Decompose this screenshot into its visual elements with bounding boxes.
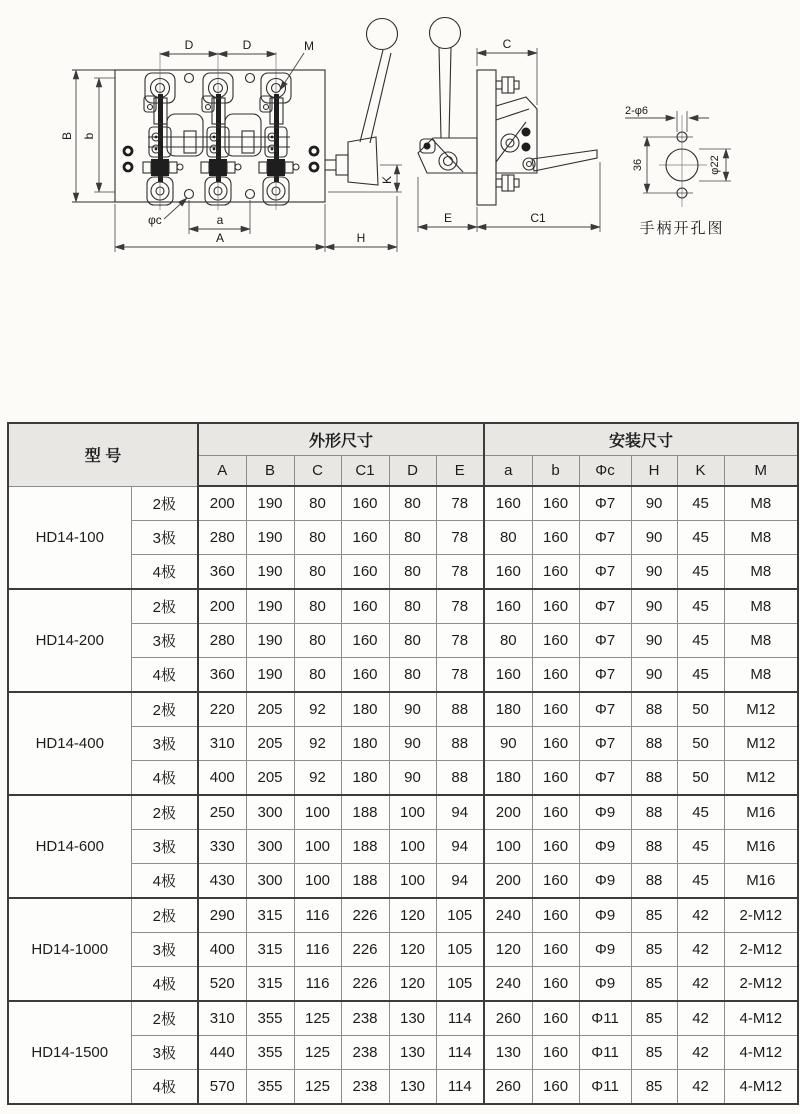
value-cell: 45 <box>677 486 724 521</box>
value-cell: 80 <box>294 521 341 555</box>
value-cell: Φ7 <box>579 761 631 796</box>
handle-side <box>430 18 461 139</box>
value-cell: 90 <box>389 692 436 727</box>
value-cell: 100 <box>294 795 341 830</box>
value-cell: 88 <box>631 864 677 899</box>
value-cell: 90 <box>631 486 677 521</box>
value-cell: 160 <box>341 589 389 624</box>
model-cell: HD14-200 <box>8 589 131 692</box>
dim-label-B: B <box>60 131 74 141</box>
value-cell: 90 <box>631 589 677 624</box>
poles-cell: 2极 <box>131 1001 198 1036</box>
value-cell: 160 <box>532 967 579 1002</box>
value-cell: 78 <box>436 589 484 624</box>
value-cell: 238 <box>341 1070 389 1105</box>
value-cell: 42 <box>677 1036 724 1070</box>
value-cell: 200 <box>484 795 532 830</box>
col-header-E: E <box>436 456 484 487</box>
col-header-M: M <box>724 456 798 487</box>
side-view-drawing <box>405 10 620 240</box>
value-cell: 45 <box>677 658 724 693</box>
value-cell: 94 <box>436 864 484 899</box>
value-cell: 85 <box>631 967 677 1002</box>
value-cell: 160 <box>532 555 579 590</box>
value-cell: 355 <box>246 1001 294 1036</box>
value-cell: 90 <box>389 761 436 796</box>
value-cell: 45 <box>677 521 724 555</box>
col-header-b: b <box>532 456 579 487</box>
value-cell: 88 <box>631 761 677 796</box>
value-cell: 42 <box>677 967 724 1002</box>
poles-cell: 4极 <box>131 555 198 590</box>
value-cell: 85 <box>631 898 677 933</box>
value-cell: 160 <box>341 658 389 693</box>
pole-assembly-3 <box>259 52 299 210</box>
value-cell: 330 <box>198 830 246 864</box>
value-cell: 440 <box>198 1036 246 1070</box>
dim-label-C: C <box>502 37 512 51</box>
value-cell: 190 <box>246 486 294 521</box>
value-cell: 100 <box>389 795 436 830</box>
value-cell: 160 <box>532 898 579 933</box>
col-header-A: A <box>198 456 246 487</box>
table-row <box>8 692 798 727</box>
header-outline-dims: 外形尺寸 <box>198 423 484 456</box>
value-cell: 120 <box>389 898 436 933</box>
value-cell: 80 <box>294 486 341 521</box>
value-cell: 4-M12 <box>724 1001 798 1036</box>
value-cell: M16 <box>724 830 798 864</box>
value-cell: 180 <box>341 761 389 796</box>
value-cell: M8 <box>724 589 798 624</box>
value-cell: 125 <box>294 1070 341 1105</box>
poles-cell: 3极 <box>131 727 198 761</box>
value-cell: 238 <box>341 1036 389 1070</box>
value-cell: Φ11 <box>579 1001 631 1036</box>
value-cell: 88 <box>436 692 484 727</box>
dim-label-phi22: φ22 <box>709 155 721 175</box>
value-cell: 88 <box>631 727 677 761</box>
value-cell: 42 <box>677 1001 724 1036</box>
poles-cell: 4极 <box>131 658 198 693</box>
value-cell: Φ9 <box>579 933 631 967</box>
value-cell: 300 <box>246 830 294 864</box>
value-cell: 100 <box>294 864 341 899</box>
poles-cell: 4极 <box>131 1070 198 1105</box>
value-cell: M8 <box>724 521 798 555</box>
value-cell: 2-M12 <box>724 967 798 1002</box>
dim-label-E: E <box>443 211 453 225</box>
value-cell: 80 <box>389 624 436 658</box>
handle-front <box>325 19 398 186</box>
value-cell: Φ7 <box>579 521 631 555</box>
value-cell: 85 <box>631 933 677 967</box>
table-row <box>8 486 798 521</box>
col-header-H: H <box>631 456 677 487</box>
value-cell: 180 <box>341 692 389 727</box>
value-cell: 92 <box>294 727 341 761</box>
value-cell: 238 <box>341 1001 389 1036</box>
drill-diagram-caption: 手柄开孔图 <box>639 220 725 237</box>
poles-cell: 3极 <box>131 830 198 864</box>
value-cell: 100 <box>389 830 436 864</box>
dim-label-b: b <box>82 132 96 140</box>
value-cell: 280 <box>198 624 246 658</box>
value-cell: 80 <box>294 589 341 624</box>
value-cell: 160 <box>341 624 389 658</box>
value-cell: 520 <box>198 967 246 1002</box>
value-cell: 50 <box>677 692 724 727</box>
value-cell: M12 <box>724 727 798 761</box>
value-cell: 220 <box>198 692 246 727</box>
value-cell: 240 <box>484 967 532 1002</box>
value-cell: 116 <box>294 898 341 933</box>
value-cell: 45 <box>677 830 724 864</box>
handle-ball-side <box>430 18 461 49</box>
col-header-C1: C1 <box>341 456 389 487</box>
value-cell: 50 <box>677 761 724 796</box>
col-header-phi-c: Φc <box>579 456 631 487</box>
dim-label-A: A <box>215 231 225 245</box>
header-model: 型 号 <box>8 423 198 486</box>
value-cell: 180 <box>484 761 532 796</box>
value-cell: 280 <box>198 521 246 555</box>
dimension-table <box>7 422 799 1105</box>
poles-cell: 4极 <box>131 761 198 796</box>
value-cell: Φ9 <box>579 967 631 1002</box>
mounting-plate <box>477 70 496 205</box>
value-cell: 80 <box>389 486 436 521</box>
value-cell: 190 <box>246 521 294 555</box>
value-cell: 190 <box>246 658 294 693</box>
value-cell: 160 <box>532 692 579 727</box>
switch-body-side <box>496 97 597 173</box>
model-cell: HD14-400 <box>8 692 131 795</box>
value-cell: 2-M12 <box>724 933 798 967</box>
table-row <box>8 795 798 830</box>
value-cell: M8 <box>724 624 798 658</box>
value-cell: 42 <box>677 933 724 967</box>
value-cell: 125 <box>294 1036 341 1070</box>
dim-label-d1: D <box>184 38 194 52</box>
poles-cell: 3极 <box>131 933 198 967</box>
value-cell: Φ7 <box>579 658 631 693</box>
value-cell: 400 <box>198 933 246 967</box>
model-cell: HD14-1000 <box>8 898 131 1001</box>
col-header-D: D <box>389 456 436 487</box>
dim-label-36: 36 <box>632 158 644 172</box>
dim-label-m: M <box>304 39 314 53</box>
value-cell: 360 <box>198 658 246 693</box>
value-cell: 160 <box>532 589 579 624</box>
value-cell: Φ9 <box>579 864 631 899</box>
value-cell: Φ7 <box>579 555 631 590</box>
dim-label-K: K <box>380 175 394 185</box>
value-cell: 180 <box>484 692 532 727</box>
value-cell: 355 <box>246 1070 294 1105</box>
value-cell: 130 <box>389 1001 436 1036</box>
operating-mechanism <box>418 138 477 173</box>
value-cell: 160 <box>532 864 579 899</box>
model-cell: HD14-100 <box>8 486 131 589</box>
value-cell: 205 <box>246 692 294 727</box>
value-cell: 400 <box>198 761 246 796</box>
value-cell: 160 <box>532 830 579 864</box>
table-row <box>8 1001 798 1036</box>
poles-cell: 2极 <box>131 589 198 624</box>
value-cell: 360 <box>198 555 246 590</box>
value-cell: Φ7 <box>579 727 631 761</box>
value-cell: 120 <box>389 933 436 967</box>
value-cell: 90 <box>631 555 677 590</box>
dim-label-H: H <box>356 231 366 245</box>
value-cell: Φ7 <box>579 589 631 624</box>
value-cell: 100 <box>294 830 341 864</box>
value-cell: 125 <box>294 1001 341 1036</box>
value-cell: 50 <box>677 727 724 761</box>
value-cell: 114 <box>436 1001 484 1036</box>
pole-assembly-2 <box>201 52 241 210</box>
value-cell: 240 <box>484 898 532 933</box>
value-cell: 160 <box>484 486 532 521</box>
value-cell: 88 <box>436 761 484 796</box>
value-cell: 85 <box>631 1001 677 1036</box>
drill-diagram <box>615 85 795 245</box>
value-cell: 4-M12 <box>724 1070 798 1105</box>
value-cell: 315 <box>246 967 294 1002</box>
poles-cell: 2极 <box>131 898 198 933</box>
value-cell: 355 <box>246 1036 294 1070</box>
value-cell: 205 <box>246 727 294 761</box>
col-header-a: a <box>484 456 532 487</box>
value-cell: 160 <box>341 555 389 590</box>
value-cell: 130 <box>389 1036 436 1070</box>
value-cell: 78 <box>436 658 484 693</box>
value-cell: 190 <box>246 589 294 624</box>
value-cell: 92 <box>294 761 341 796</box>
value-cell: 160 <box>484 555 532 590</box>
value-cell: M12 <box>724 692 798 727</box>
value-cell: M8 <box>724 486 798 521</box>
value-cell: Φ7 <box>579 692 631 727</box>
value-cell: 205 <box>246 761 294 796</box>
value-cell: 160 <box>532 486 579 521</box>
value-cell: 45 <box>677 864 724 899</box>
value-cell: Φ7 <box>579 624 631 658</box>
value-cell: 160 <box>532 1070 579 1105</box>
value-cell: 88 <box>631 830 677 864</box>
value-cell: 190 <box>246 624 294 658</box>
value-cell: 80 <box>389 521 436 555</box>
value-cell: 200 <box>198 589 246 624</box>
front-view-drawing <box>60 10 405 255</box>
dim-label-a: a <box>216 213 224 227</box>
dim-label-2phi6: 2-φ6 <box>625 105 649 117</box>
value-cell: 85 <box>631 1036 677 1070</box>
poles-cell: 2极 <box>131 692 198 727</box>
value-cell: 310 <box>198 727 246 761</box>
value-cell: Φ9 <box>579 830 631 864</box>
col-header-C: C <box>294 456 341 487</box>
value-cell: 160 <box>532 761 579 796</box>
dim-label-phi-c: φc <box>148 213 162 227</box>
value-cell: 80 <box>294 624 341 658</box>
table-row <box>8 898 798 933</box>
col-header-K: K <box>677 456 724 487</box>
value-cell: 430 <box>198 864 246 899</box>
col-header-B: B <box>246 456 294 487</box>
value-cell: M16 <box>724 864 798 899</box>
value-cell: 85 <box>631 1070 677 1105</box>
value-cell: 45 <box>677 795 724 830</box>
value-cell: 310 <box>198 1001 246 1036</box>
value-cell: 90 <box>389 727 436 761</box>
value-cell: 90 <box>631 658 677 693</box>
poles-cell: 4极 <box>131 864 198 899</box>
value-cell: 290 <box>198 898 246 933</box>
value-cell: 80 <box>389 658 436 693</box>
value-cell: 80 <box>389 555 436 590</box>
value-cell: 160 <box>532 658 579 693</box>
poles-cell: 4极 <box>131 967 198 1002</box>
value-cell: M8 <box>724 658 798 693</box>
value-cell: 80 <box>484 521 532 555</box>
poles-cell: 3极 <box>131 624 198 658</box>
value-cell: M8 <box>724 555 798 590</box>
value-cell: 188 <box>341 864 389 899</box>
table-body <box>8 486 798 1104</box>
value-cell: M12 <box>724 761 798 796</box>
value-cell: 90 <box>631 624 677 658</box>
value-cell: 260 <box>484 1001 532 1036</box>
value-cell: M16 <box>724 795 798 830</box>
value-cell: 78 <box>436 521 484 555</box>
value-cell: 94 <box>436 795 484 830</box>
value-cell: 226 <box>341 933 389 967</box>
model-cell: HD14-600 <box>8 795 131 898</box>
value-cell: 90 <box>484 727 532 761</box>
value-cell: 130 <box>389 1070 436 1105</box>
value-cell: 160 <box>532 624 579 658</box>
value-cell: 300 <box>246 864 294 899</box>
value-cell: 200 <box>198 486 246 521</box>
knife-blade <box>532 150 597 171</box>
value-cell: 92 <box>294 692 341 727</box>
value-cell: 100 <box>484 830 532 864</box>
value-cell: 315 <box>246 933 294 967</box>
value-cell: Φ7 <box>579 486 631 521</box>
value-cell: 190 <box>246 555 294 590</box>
value-cell: 570 <box>198 1070 246 1105</box>
value-cell: 226 <box>341 967 389 1002</box>
value-cell: 114 <box>436 1036 484 1070</box>
value-cell: 88 <box>631 795 677 830</box>
value-cell: 180 <box>341 727 389 761</box>
value-cell: Φ9 <box>579 795 631 830</box>
value-cell: 130 <box>484 1036 532 1070</box>
value-cell: 160 <box>532 521 579 555</box>
value-cell: 78 <box>436 624 484 658</box>
value-cell: 160 <box>341 521 389 555</box>
value-cell: 160 <box>532 933 579 967</box>
table-row <box>8 589 798 624</box>
poles-cell: 2极 <box>131 795 198 830</box>
value-cell: 188 <box>341 830 389 864</box>
value-cell: 300 <box>246 795 294 830</box>
value-cell: 250 <box>198 795 246 830</box>
value-cell: 2-M12 <box>724 898 798 933</box>
value-cell: 94 <box>436 830 484 864</box>
value-cell: 120 <box>484 933 532 967</box>
value-cell: 42 <box>677 898 724 933</box>
value-cell: 188 <box>341 795 389 830</box>
value-cell: 116 <box>294 967 341 1002</box>
value-cell: 116 <box>294 933 341 967</box>
value-cell: 45 <box>677 589 724 624</box>
value-cell: 114 <box>436 1070 484 1105</box>
value-cell: 160 <box>484 658 532 693</box>
poles-cell: 3极 <box>131 1036 198 1070</box>
value-cell: 80 <box>294 658 341 693</box>
value-cell: 90 <box>631 521 677 555</box>
value-cell: 88 <box>436 727 484 761</box>
value-cell: 160 <box>341 486 389 521</box>
value-cell: Φ9 <box>579 898 631 933</box>
poles-cell: 2极 <box>131 486 198 521</box>
value-cell: Φ11 <box>579 1070 631 1105</box>
value-cell: 315 <box>246 898 294 933</box>
value-cell: 120 <box>389 967 436 1002</box>
value-cell: 160 <box>484 589 532 624</box>
value-cell: 78 <box>436 486 484 521</box>
value-cell: 105 <box>436 933 484 967</box>
value-cell: 160 <box>532 1001 579 1036</box>
value-cell: 80 <box>484 624 532 658</box>
pole-assembly-1 <box>143 52 183 210</box>
value-cell: 226 <box>341 898 389 933</box>
value-cell: 160 <box>532 1036 579 1070</box>
value-cell: 78 <box>436 555 484 590</box>
value-cell: 105 <box>436 967 484 1002</box>
value-cell: 80 <box>294 555 341 590</box>
poles-cell: 3极 <box>131 521 198 555</box>
value-cell: 160 <box>532 727 579 761</box>
value-cell: 100 <box>389 864 436 899</box>
value-cell: 200 <box>484 864 532 899</box>
handle-ball <box>367 19 398 50</box>
value-cell: 80 <box>389 589 436 624</box>
header-mounting-dims: 安装尺寸 <box>484 423 798 456</box>
value-cell: Φ11 <box>579 1036 631 1070</box>
dim-label-d2: D <box>242 38 252 52</box>
value-cell: 260 <box>484 1070 532 1105</box>
dim-label-C1: C1 <box>530 211 546 225</box>
value-cell: 45 <box>677 555 724 590</box>
value-cell: 45 <box>677 624 724 658</box>
value-cell: 42 <box>677 1070 724 1105</box>
value-cell: 4-M12 <box>724 1036 798 1070</box>
value-cell: 160 <box>532 795 579 830</box>
model-cell: HD14-1500 <box>8 1001 131 1104</box>
value-cell: 88 <box>631 692 677 727</box>
value-cell: 105 <box>436 898 484 933</box>
